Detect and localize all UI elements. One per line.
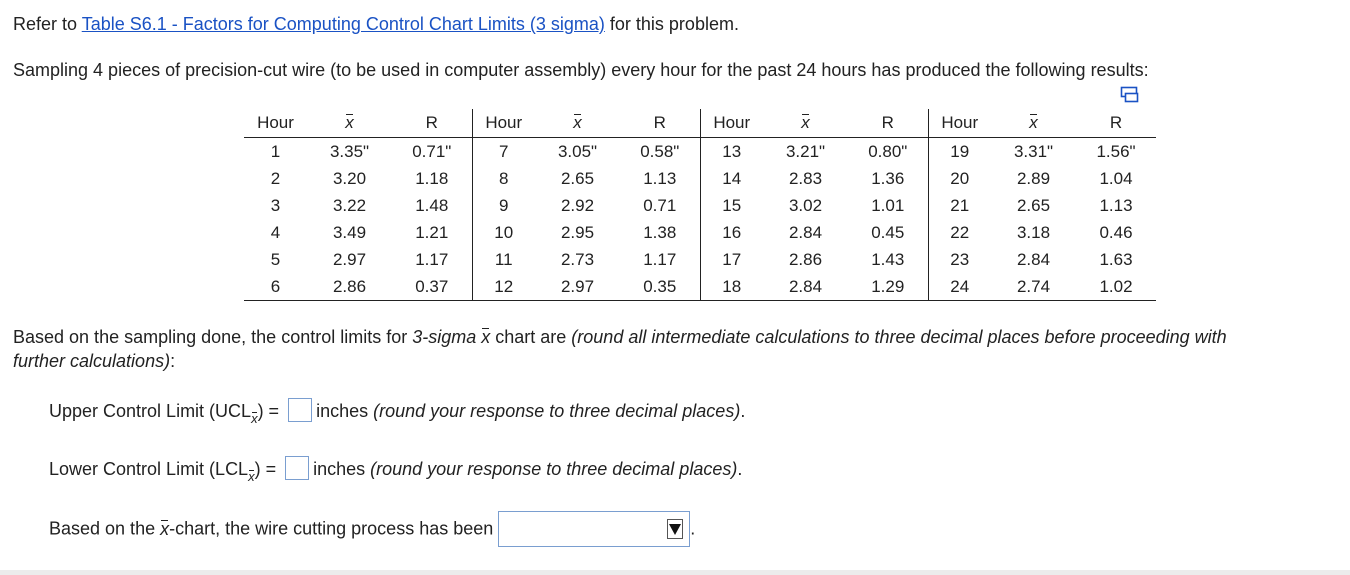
cell-r: 0.46: [1099, 222, 1133, 242]
ucl-subscript: x: [251, 411, 258, 426]
header-xbar: [763, 109, 848, 138]
xbar-symbol: x: [345, 113, 354, 132]
lcl-answer-input[interactable]: [285, 456, 309, 480]
cell-hour: 22: [950, 222, 970, 242]
cell-xbar: 3.20: [332, 168, 367, 188]
cell-hour: 21: [950, 195, 970, 215]
cell-hour: 4: [270, 222, 281, 242]
lcl-label: Lower Control Limit (LCL: [49, 459, 249, 479]
cell-r: 1.63: [1099, 249, 1133, 269]
cell-hour: 3: [270, 195, 281, 215]
cell-hour: 9: [499, 195, 509, 215]
cell-xbar: 2.89: [1016, 168, 1051, 188]
process-status-dropdown[interactable]: [498, 511, 690, 547]
cell-hour: 20: [950, 168, 970, 188]
table-row: [244, 138, 1156, 166]
cell-hour: 6: [244, 273, 307, 301]
cell-r: 1.43: [848, 246, 928, 273]
ucl-period: .: [740, 401, 746, 421]
cell-r: 1.29: [848, 273, 928, 301]
cell-r: 0.71: [620, 192, 700, 219]
table-row: [244, 246, 1156, 273]
cell-r: 1.56": [1096, 141, 1136, 161]
cell-hour: 11: [494, 249, 513, 269]
ucl-hint: (round your response to three decimal places): [373, 401, 741, 421]
ucl-unit: inches: [316, 401, 374, 421]
results-table: [244, 109, 1156, 301]
cell-r: 1.36: [848, 165, 928, 192]
cell-hour: 10: [494, 222, 514, 242]
cell-r: 0.35: [620, 273, 700, 301]
cell-hour: 23: [950, 249, 970, 269]
refer-prefix: Refer to: [13, 14, 82, 34]
cell-xbar: 2.86: [788, 249, 823, 269]
xbar-symbol: x: [801, 113, 810, 132]
header-hour: Hour: [244, 109, 307, 138]
cell-xbar: 2.83: [788, 168, 823, 188]
cell-xbar: 3.02: [788, 195, 823, 215]
cell-r: 0.45: [848, 219, 928, 246]
cell-xbar: 2.84: [1016, 249, 1051, 269]
cell-hour: 18: [700, 273, 763, 301]
cell-xbar: 2.84: [788, 222, 823, 242]
cell-xbar: 2.97: [535, 273, 620, 301]
cell-xbar: 2.95: [560, 222, 595, 242]
cell-xbar: 2.74: [991, 273, 1076, 301]
cell-hour: 5: [270, 249, 281, 269]
header-hour: Hour: [472, 109, 535, 138]
process-suffix: -chart, the wire cutting process has been: [169, 518, 494, 539]
header-hour: Hour: [928, 109, 991, 138]
ucl-answer-input[interactable]: [288, 398, 312, 422]
cell-r: 1.04: [1099, 168, 1133, 188]
cell-xbar: 2.73: [560, 249, 595, 269]
cell-r: 1.01: [848, 192, 928, 219]
cell-r: 1.02: [1076, 273, 1156, 301]
lcl-row: [49, 456, 743, 484]
copy-table-icon[interactable]: [1120, 86, 1140, 104]
cell-hour: 7: [499, 141, 509, 161]
sigma-text: 3-sigma: [412, 327, 482, 347]
cell-xbar: 3.31": [1013, 141, 1054, 161]
based-on-text: [13, 327, 1227, 348]
cell-xbar: 2.84: [763, 273, 848, 301]
based-mid: chart are: [490, 327, 572, 347]
cell-hour: 19: [950, 141, 970, 161]
cell-xbar: 3.21": [785, 141, 826, 161]
xbar-symbol: x: [160, 518, 170, 539]
cell-xbar: 2.97: [332, 249, 367, 269]
cell-xbar: 3.22: [332, 195, 367, 215]
process-row: [49, 511, 695, 547]
lcl-period: .: [737, 459, 743, 479]
cell-hour: 8: [499, 168, 509, 188]
cell-hour: 13: [722, 141, 742, 161]
table-row: [244, 219, 1156, 246]
header-xbar: [535, 109, 620, 138]
cell-r: 0.80": [848, 138, 928, 166]
cell-xbar: 3.05": [557, 141, 598, 161]
table-header-row: [244, 109, 1156, 138]
process-prefix: Based on the: [49, 518, 161, 539]
triangle-down-icon: [667, 519, 683, 539]
cell-xbar: 3.18: [1016, 222, 1051, 242]
cell-xbar: 2.65: [560, 168, 595, 188]
cell-r: 1.13: [620, 165, 700, 192]
based-colon: :: [170, 351, 176, 371]
lcl-subscript: x: [248, 469, 255, 484]
table-s6-1-link[interactable]: Table S6.1 - Factors for Computing Control Chart Limits (3 sigma): [81, 14, 605, 34]
header-r: R: [392, 109, 472, 138]
rounding-note-1: (round all intermediate calculations to three decimal places before proceeding with: [571, 327, 1227, 347]
lcl-unit: inches: [313, 459, 371, 479]
cell-hour: 24: [928, 273, 991, 301]
cell-hour: 15: [722, 195, 742, 215]
header-r: R: [620, 109, 700, 138]
header-xbar: [307, 109, 392, 138]
cell-r: 1.13: [1099, 195, 1133, 215]
based-prefix: Based on the sampling done, the control limits for: [13, 327, 413, 347]
cell-xbar: 2.65: [1016, 195, 1051, 215]
xbar-symbol: x: [573, 113, 582, 132]
header-r: R: [1076, 109, 1156, 138]
xbar-symbol: x: [1029, 113, 1038, 132]
cell-hour: 1: [270, 141, 281, 161]
header-r: R: [848, 109, 928, 138]
cell-hour: 14: [722, 168, 742, 188]
cell-r: 1.21: [392, 219, 472, 246]
cell-r: 0.71": [392, 138, 472, 166]
cell-r: 0.37: [392, 273, 472, 301]
ucl-row: [49, 398, 746, 426]
cell-r: 1.18: [392, 165, 472, 192]
table-row: [244, 273, 1156, 301]
cell-hour: 12: [472, 273, 535, 301]
intro-line: [13, 14, 739, 35]
based-on-text-cont: [13, 351, 175, 372]
cell-hour: 17: [722, 249, 742, 269]
refer-suffix: for this problem.: [604, 14, 739, 34]
header-hour: Hour: [700, 109, 763, 138]
cell-r: 1.17: [392, 246, 472, 273]
process-period: .: [690, 518, 696, 539]
cell-xbar: 3.35": [329, 141, 370, 161]
table-row: [244, 165, 1156, 192]
ucl-equals: ) =: [257, 401, 285, 421]
cell-xbar: 2.92: [560, 195, 595, 215]
header-xbar: [991, 109, 1076, 138]
rounding-note-2: further calculations): [13, 351, 171, 371]
table-body: [244, 138, 1156, 301]
cell-hour: 16: [722, 222, 742, 242]
cell-xbar: 2.86: [307, 273, 392, 301]
table-row: [244, 192, 1156, 219]
bottom-bar: [0, 570, 1350, 575]
lcl-equals: ) =: [254, 459, 282, 479]
cell-r: 1.17: [620, 246, 700, 273]
lcl-hint: (round your response to three decimal places): [370, 459, 738, 479]
cell-xbar: 3.49: [332, 222, 367, 242]
ucl-label: Upper Control Limit (UCL: [49, 401, 252, 421]
cell-hour: 2: [270, 168, 281, 188]
xbar-symbol: x: [481, 327, 491, 347]
cell-r: 0.58": [620, 138, 700, 166]
cell-r: 1.38: [620, 219, 700, 246]
problem-text: Sampling 4 pieces of precision-cut wire (to be used in computer assembly) every hour for the past 24 hours has produced the following results:: [13, 60, 1149, 80]
cell-r: 1.48: [392, 192, 472, 219]
